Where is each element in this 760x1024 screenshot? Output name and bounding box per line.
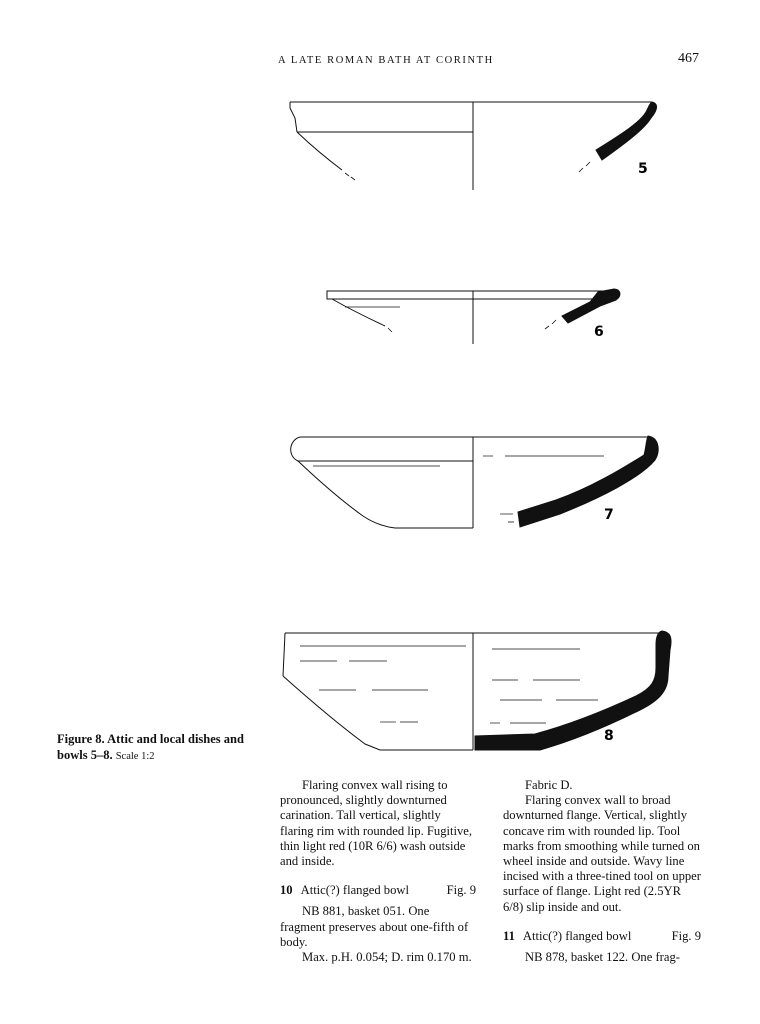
- figure-caption: [57, 731, 262, 765]
- paragraph: Max. p.H. 0.054; D. rim 0.170 m.: [302, 950, 472, 965]
- entry-title: Attic(?) flanged bowl: [522, 928, 632, 943]
- catalogue-entry-heading: [503, 929, 701, 944]
- profile-drawing-6: [327, 289, 620, 344]
- profile-label-5: 5: [638, 161, 648, 177]
- profile-label-7: 7: [604, 507, 614, 523]
- caption-title: Figure 8. Attic and local dishes and bowls 5–8.: [57, 732, 244, 762]
- profile-drawing-5: [290, 102, 657, 190]
- text-column-left: [280, 778, 476, 965]
- paragraph: NB 881, basket 051. One fragment preserves about one-fifth of body.: [280, 904, 469, 949]
- figure-reference: Fig. 9: [446, 883, 476, 898]
- paragraph: NB 878, basket 122. One frag-: [525, 950, 680, 965]
- entry-number: 11: [503, 928, 515, 943]
- paragraph: Fabric D.: [525, 778, 573, 792]
- entry-number: 10: [280, 883, 293, 898]
- running-title: A LATE ROMAN BATH AT CORINTH: [278, 55, 494, 66]
- caption-scale: Scale 1:2: [115, 751, 155, 762]
- entry-title: Attic(?) flanged bowl: [300, 883, 409, 898]
- figure-reference: Fig. 9: [671, 928, 701, 943]
- page-number: 467: [678, 51, 699, 66]
- catalogue-entry-heading: [280, 883, 476, 898]
- profile-label-6: 6: [594, 324, 604, 340]
- text-column-right: [503, 778, 701, 965]
- paragraph: Flaring convex wall to broad downturned flange. Vertical, slightly concave rim with rounded lip. Tool marks from smoothing while turned on wheel inside and outside. Wavy line incised with a three-tined tool on upper surface of flange. Light red (2.5YR 6/8) slip inside and out.: [503, 793, 701, 914]
- profile-label-8: 8: [604, 728, 614, 744]
- paragraph: Flaring convex wall rising to pronounced, slightly downturned carination. Tall vertical, slightly flaring rim with rounded lip. Fugitive, thin light red (10R 6/6) wash outside and inside.: [280, 778, 473, 869]
